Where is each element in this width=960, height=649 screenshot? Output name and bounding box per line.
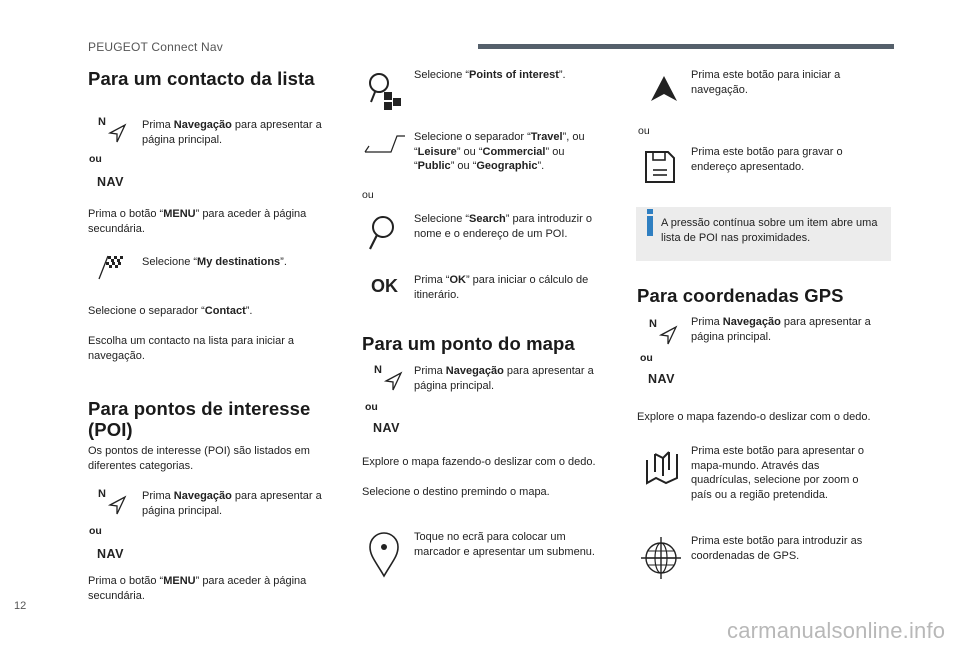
gps-coordinates-icon: [641, 537, 681, 579]
paragraph-points-of-interest: Selecione “Points of interest”.: [414, 69, 566, 81]
or-label: ou: [638, 125, 650, 137]
section-title-gps: Para coordenadas GPS: [637, 285, 844, 306]
tab-separator-icon: [364, 132, 406, 154]
paragraph-info-note: A pressão contínua sobre um item abre uma lista de POI nas proximidades.: [661, 217, 878, 244]
compass-arrow-icon: [645, 318, 685, 354]
header-title: PEUGEOT Connect Nav: [88, 40, 223, 54]
north-label: N: [374, 364, 382, 376]
info-icon: [647, 216, 653, 236]
poi-search-icon: [366, 72, 406, 112]
or-label: ou: [89, 153, 102, 165]
paragraph-search: Selecione “Search” para introduzir o nome e o endereço de um POI.: [414, 213, 592, 240]
header-bar: [478, 44, 894, 49]
watermark: carmanualsonline.info: [727, 618, 946, 643]
compass-arrow-icon: [94, 116, 134, 152]
map-marker-icon: [368, 530, 400, 580]
ok-button-label: OK: [371, 276, 398, 296]
paragraph-nav-2: Prima Navegação para apresentar a página principal.: [142, 490, 322, 517]
section-title-map-point: Para um ponto do mapa: [362, 333, 575, 354]
compass-arrow-icon: [370, 364, 410, 400]
or-label: ou: [365, 401, 378, 413]
paragraph-contact-tab: Selecione o separador “Contact”.: [88, 305, 253, 317]
paragraph-menu-1: Prima o botão “MENU” para aceder à página secundária.: [88, 208, 307, 235]
north-label: N: [649, 318, 657, 330]
checkered-flag-icon: [96, 254, 126, 280]
paragraph-select-destination: Selecione o destino premindo o mapa.: [362, 486, 550, 498]
world-map-icon: [644, 450, 680, 486]
page-number: 12: [14, 600, 27, 612]
paragraph-destinations: Selecione “My destinations”.: [142, 256, 287, 268]
paragraph-poi-intro: Os pontos de interesse (POI) são listados em diferentes categorias.: [88, 445, 310, 472]
start-navigation-icon: [648, 74, 680, 104]
paragraph-save-address: Prima este botão para gravar o endereço apresentado.: [691, 146, 843, 173]
save-icon: [644, 150, 676, 184]
paragraph-nav-1: Prima Navegação para apresentar a página principal.: [142, 119, 322, 146]
nav-button-label: NAV: [97, 547, 124, 561]
paragraph-nav-4: Prima Navegação para apresentar a página principal.: [691, 316, 871, 343]
compass-arrow-icon: [94, 488, 134, 524]
paragraph-menu-2: Prima o botão “MENU” para aceder à página secundária.: [88, 575, 307, 602]
north-label: N: [98, 116, 106, 128]
north-label: N: [98, 488, 106, 500]
info-icon-dot: [647, 209, 653, 214]
section-title-contact: Para um contacto da lista: [88, 68, 315, 89]
paragraph-category-tabs: Selecione o separador “Travel”, ou “Leisure” ou “Commercial” ou “Public” ou “Geographic”.: [414, 131, 585, 172]
paragraph-ok: Prima “OK” para iniciar o cálculo de itinerário.: [414, 274, 589, 301]
paragraph-choose-contact: Escolha um contacto na lista para iniciar a navegação.: [88, 335, 295, 362]
search-icon: [366, 214, 400, 254]
paragraph-world-map: Prima este botão para apresentar o mapa-mundo. Através das quadrículas, selecione por zoom o país ou a região pretendida.: [691, 445, 865, 501]
section-title-poi: Para pontos de interesse (POI): [88, 398, 311, 440]
paragraph-gps-coordinates: Prima este botão para introduzir as coordenadas de GPS.: [691, 535, 863, 562]
or-label: ou: [362, 189, 374, 201]
nav-button-label: NAV: [648, 372, 675, 386]
paragraph-explore-map-gps: Explore o mapa fazendo-o deslizar com o dedo.: [637, 411, 871, 423]
paragraph-nav-3: Prima Navegação para apresentar a página principal.: [414, 365, 594, 392]
paragraph-touch-marker: Toque no ecrã para colocar um marcador e apresentar um submenu.: [414, 531, 595, 558]
paragraph-explore-map: Explore o mapa fazendo-o deslizar com o dedo.: [362, 456, 596, 468]
or-label: ou: [640, 352, 653, 364]
nav-button-label: NAV: [97, 175, 124, 189]
nav-button-label: NAV: [373, 421, 400, 435]
paragraph-start-navigation: Prima este botão para iniciar a navegação.: [691, 69, 841, 96]
or-label: ou: [89, 525, 102, 537]
